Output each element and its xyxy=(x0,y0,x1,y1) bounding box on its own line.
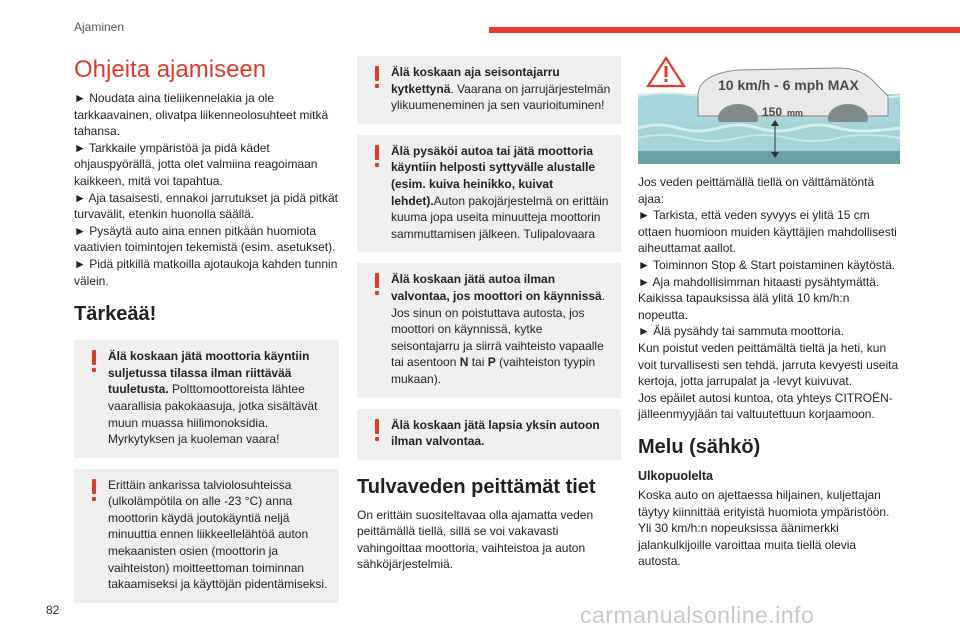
header-accent-bar xyxy=(489,27,960,33)
flood-instructions xyxy=(638,174,900,423)
warning-icon xyxy=(369,419,385,441)
noise-heading: Melu (sähkö) xyxy=(638,435,761,458)
warning-box-ventilation xyxy=(74,340,339,458)
column-2 xyxy=(357,56,621,573)
noise-text: Koska auto on ajettaessa hiljainen, kuljettajan täytyy kiinnittää erityistä huomiota ympäristöön. Yli 30 km/h:n nopeuksissa äänimerkki jalankulkijoille varoittaa muita tiellä olevia autosta. xyxy=(638,487,890,569)
warning-bold: Älä pysäköi autoa tai jätä moottoria käyntiin helposti syttyvälle alustalle (esim. kuiva heinikko, kuivat lehdet). xyxy=(391,143,596,208)
warning-text: . Vaarana on jarrujärjestelmän ylikuumeneminen ja sen vaurioituminen! xyxy=(391,81,611,113)
warning-bold: Älä koskaan jätä moottoria käyntiin suljetussa tilassa ilman riittävää tuuletusta. xyxy=(108,349,310,397)
tip-5: ► Pidä pitkillä matkoilla ajotaukoja kahden tunnin välein. xyxy=(74,256,338,288)
warning-box-unattended: Älä koskaan jätä autoa ilman valvontaa, jos moottori on käynnissä. Jos sinun on poistuttava autosta, jos moottori on käynnissä, kytke seisontajarru ja siirrä vaihteisto vapaalle tai asentoon N tai P (vaihteiston tyypin mukaan). xyxy=(357,263,621,397)
noise-subheading: Ulkopuolelta xyxy=(638,468,714,483)
flood-line: Jos veden peittämällä tiellä on välttämätöntä ajaa: xyxy=(638,175,875,206)
driving-tips-heading: Ohjeita ajamiseen xyxy=(74,56,267,83)
warning-box-winter xyxy=(74,469,339,603)
flood-line: ► Aja mahdollisimman hitaasti pysähtymättä. Kaikissa tapauksissa älä ylitä 10 km/h:n nopeutta. xyxy=(638,274,880,322)
speed-limit-label: 10 km/h - 6 mph MAX xyxy=(718,77,859,93)
tip-4: ► Pysäytä auto aina ennen pitkään huomiota vaativien toimintojen tekemistä (esim. asetukset). xyxy=(74,223,336,255)
warning-bold: Älä koskaan jätä autoa ilman valvontaa, jos moottori on käynnissä xyxy=(391,272,602,303)
watermark: carmanualsonline.info xyxy=(580,602,815,628)
flood-line: Jos epäilet autosi kuntoa, ota yhteys CITROËN-jälleenmyyjään tai valtuutettuun korjaamoon. xyxy=(638,390,893,422)
warning-icon xyxy=(369,145,385,167)
warning-text: Polttomoottoreista lähtee vaarallisia pakokaasuja, jotka sisältävät muun muassa hiilimonoksidia. Myrkytyksen ja kuoleman vaara! xyxy=(108,382,318,447)
depth-unit: mm xyxy=(787,108,804,118)
depth-value: 150 xyxy=(762,105,783,119)
flood-diagram xyxy=(638,56,900,164)
warning-bold: Älä koskaan jätä lapsia yksin autoon ilman valvontaa. xyxy=(391,417,600,449)
flooded-roads-text: On erittäin suositeltavaa olla ajamatta veden peittämällä tiellä, sillä se voi vakavasti vahingoittaa moottoria, vaihteistoa ja auton sähköjärjestelmiä. xyxy=(357,507,594,572)
flood-line: ► Tarkista, että veden syvyys ei ylitä 15 cm ottaen huomioon muiden käyttäjien mahdollisesti aiheuttamat aallot. xyxy=(638,208,897,256)
flood-line: ► Toiminnon Stop & Start poistaminen käytöstä. xyxy=(638,257,896,272)
flood-line: Kun poistut veden peittämältä tieltä ja heti, kun voit turvallisesti sen tehdä, jarruta kevyesti useita kertoja, jotta jarrupalat ja -levyt kuivuvat. xyxy=(638,340,899,389)
flooded-roads-heading: Tulvaveden peittämät tiet xyxy=(357,475,596,498)
tip-2: ► Tarkkaile ympäristöä ja pidä kädet ohjauspyörällä, jotta olet valmiina reagoimaan kaikkeen, mitä voi tapahtua. xyxy=(74,140,318,188)
flood-line: ► Älä pysähdy tai sammuta moottoria. xyxy=(638,324,844,339)
tip-1: ► Noudata aina tieliikennelakia ja ole tarkkaavainen, olivatpa liikenneolosuhteet mitkä tahansa. xyxy=(74,91,329,139)
warning-icon xyxy=(86,479,102,501)
warning-icon xyxy=(86,350,102,372)
important-heading: Tärkeää! xyxy=(74,303,157,326)
warning-box-parking-brake xyxy=(357,56,621,124)
page-number: 82 xyxy=(46,603,60,617)
warning-box-children xyxy=(357,409,621,460)
column-3 xyxy=(638,56,900,570)
section-title: Ajaminen xyxy=(74,20,125,34)
warning-icon xyxy=(369,66,385,88)
tip-3: ► Aja tasaisesti, ennakoi jarrutukset ja pidä pitkät turvavälit, etenkin huonolla säällä. xyxy=(74,190,339,222)
warning-text: Auton pakojärjestelmä on erittäin kuuma jopa useita minuutteja moottorin sammuttamisen jälkeen. Tulipalovaara xyxy=(391,193,609,241)
flood-illustration xyxy=(638,56,900,164)
warning-icon xyxy=(369,273,385,295)
warning-text: Erittäin ankarissa talviolosuhteissa (ulkolämpötila on alle -23 °C) anna moottorin käydä joutokäyntiä neljä minuuttia ennen liikkeellelähtöä auton mekaanisten osien (moottorin ja vaihteiston) moitteettoman toiminnan takaamiseksi ja käyttöjän pidentämiseksi. xyxy=(108,477,328,592)
warning-box-flammable xyxy=(357,135,621,253)
column-1 xyxy=(74,56,339,614)
warning-bold: Älä koskaan aja seisontajarru kytkettynä xyxy=(391,65,560,96)
